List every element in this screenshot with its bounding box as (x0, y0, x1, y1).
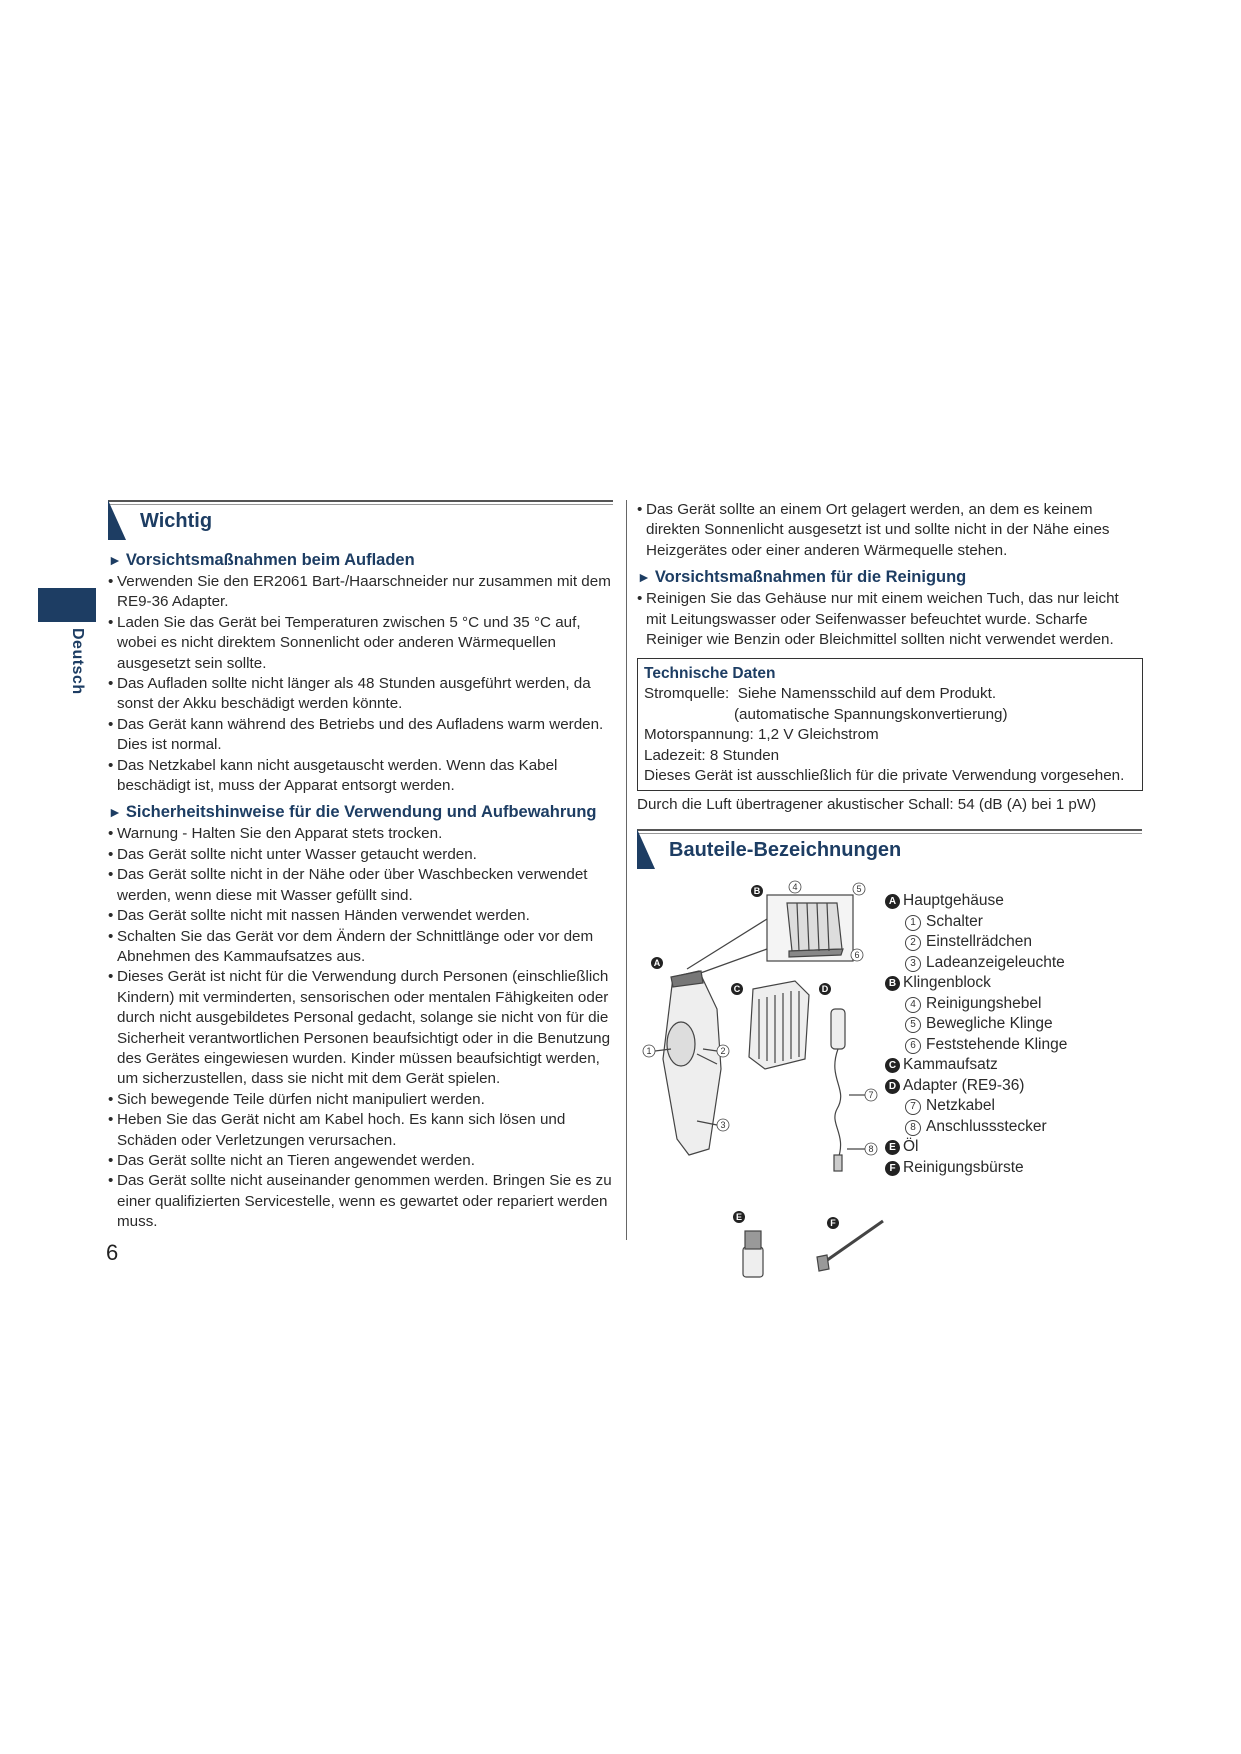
parts-list (885, 891, 1145, 1178)
specs-power: Stromquelle: Siehe Namensschild auf dem Produkt. (644, 685, 997, 703)
section-title: Bauteile-Bezeichnungen (669, 839, 902, 862)
column-divider (626, 500, 627, 1240)
diagram-num-3: 3 (720, 1120, 726, 1131)
list-item: • Laden Sie das Gerät bei Temperaturen zwischen 5 °C und 35 °C auf, wobei es nicht direktem Sonnenlicht oder anderen Wärmequellen ausgesetzt sein sollte. (108, 613, 613, 674)
specs-motor: Motorspannung: 1,2 V Gleichstrom (644, 726, 879, 744)
specs-charge: Ladezeit: 8 Stunden (644, 746, 780, 764)
list-item: • Das Gerät sollte nicht auseinander genommen werden. Bringen Sie es zu einer qualifizierten Servicestelle, wenn es gewartet oder repariert werden muss. (108, 1171, 613, 1232)
diagram-num-8: 8 (868, 1144, 874, 1155)
diagram-num-4: 4 (792, 882, 798, 893)
cleaning-list (637, 589, 1142, 650)
list-item: • Das Gerät kann während des Betriebs und des Aufladens warm werden. Dies ist normal. (108, 715, 613, 756)
section-header-wichtig (108, 500, 613, 544)
diagram-label-d: D (821, 984, 829, 995)
diagram-label-f: F (830, 1218, 836, 1229)
charging-list (108, 572, 613, 796)
page-number: 6 (106, 1240, 119, 1265)
charging-heading: ► Vorsichtsmaßnahmen beim Aufladen (108, 551, 415, 569)
specs-usage: Dieses Gerät ist ausschließlich für die private Verwendung vorgesehen. (644, 767, 1125, 785)
part-b: B Klingenblock (885, 973, 1145, 994)
list-item: • Warnung - Halten Sie den Apparat stets trocken. (108, 824, 613, 844)
part-a-2: 2 Einstellrädchen (885, 932, 1145, 953)
part-d-7: 7 Netzkabel (885, 1096, 1145, 1117)
language-tab-marker (38, 588, 96, 622)
part-d: D Adapter (RE9-36) (885, 1076, 1145, 1097)
part-e: E Öl (885, 1137, 1145, 1158)
noise-spec: Durch die Luft übertragener akustischer Schall: 54 (dB (A) bei 1 pW) (637, 796, 1097, 814)
part-f: F Reinigungsbürste (885, 1158, 1145, 1179)
diagram-label-b: B (753, 886, 761, 897)
diagram-num-6: 6 (854, 950, 860, 961)
safety-heading: ► Sicherheitshinweise für die Verwendung und Aufbewahrung (108, 803, 597, 822)
left-column (108, 500, 613, 1233)
list-item: • Das Netzkabel kann nicht ausgetauscht werden. Wenn das Kabel beschädigt ist, muss der Apparat entsorgt werden. (108, 756, 613, 797)
arrow-right-icon: ► (108, 552, 122, 568)
list-item: • Das Aufladen sollte nicht länger als 48 Stunden ausgeführt werden, da sonst der Akku beschädigt werden könnte. (108, 674, 613, 715)
right-column (637, 500, 1142, 1249)
section-marker-icon (108, 500, 126, 540)
specs-power-note: (automatische Spannungskonvertierung) (734, 705, 1008, 723)
specs-title: Technische Daten (644, 665, 776, 683)
main-body-drawing (663, 971, 721, 1155)
oil-bottle-drawing (743, 1247, 763, 1277)
arrow-right-icon: ► (637, 569, 651, 586)
storage-list (637, 500, 1142, 561)
diagram-label-c: C (733, 984, 741, 995)
diagram-num-5: 5 (856, 884, 862, 895)
part-b-6: 6 Feststehende Klinge (885, 1035, 1145, 1056)
adapter-drawing (831, 1009, 845, 1049)
part-b-4: 4 Reinigungshebel (885, 994, 1145, 1015)
diagram-num-1: 1 (646, 1046, 652, 1057)
comb-drawing (749, 981, 809, 1069)
list-item: • Heben Sie das Gerät nicht am Kabel hoch. Es kann sich lösen und Schäden oder Verletzungen verursachen. (108, 1110, 613, 1151)
list-item: • Verwenden Sie den ER2061 Bart-/Haarschneider nur zusammen mit dem RE9-36 Adapter. (108, 572, 613, 613)
list-item: • Schalten Sie das Gerät vor dem Ändern der Schnittlänge oder vor dem Abnehmen des Kammaufsatzes aus. (108, 927, 613, 968)
list-item: • Das Gerät sollte nicht mit nassen Händen verwendet werden. (108, 906, 613, 926)
part-a: A Hauptgehäuse (885, 891, 1145, 912)
list-item: • Das Gerät sollte nicht unter Wasser getaucht werden. (108, 845, 613, 865)
part-a-1: 1 Schalter (885, 912, 1145, 933)
language-label: Deutsch (69, 628, 86, 695)
list-item: • Das Gerät sollte nicht in der Nähe oder über Waschbecken verwendet werden, wenn diese mit Wasser gefüllt sind. (108, 865, 613, 906)
safety-list (108, 824, 613, 1232)
list-item: • Dieses Gerät ist nicht für die Verwendung durch Personen (einschließlich Kindern) mit verminderten, sensorischen oder mentalen Fähigkeiten oder durch nicht ausgebildetes Personal gedacht, solange sie nicht von für die Sicherheit verantwortlichen Personen beaufsichtigt oder in die Benutzung des Gerätes eingewiesen wurden. Kinder müssen beaufsichtigt werden, um sicherzustellen, dass sie nicht mit dem Gerät spielen. (108, 967, 613, 1089)
parts-section (637, 829, 1142, 1249)
diagram-num-7: 7 (868, 1090, 874, 1101)
part-d-8: 8 Anschlussstecker (885, 1117, 1145, 1138)
list-item: • Sich bewegende Teile dürfen nicht manipuliert werden. (108, 1090, 613, 1110)
diagram-label-e: E (735, 1212, 743, 1223)
part-c: C Kammaufsatz (885, 1055, 1145, 1076)
list-item: • Reinigen Sie das Gehäuse nur mit einem weichen Tuch, das nur leicht mit Leitungswasser oder Seifenwasser befeuchtet wurde. Scharfe Reiniger wie Benzin oder Bleichmittel sollten nicht verwendet werden. (637, 589, 1142, 650)
diagram-label-a: A (653, 958, 661, 969)
arrow-right-icon: ► (108, 804, 122, 821)
section-title: Wichtig (140, 510, 213, 532)
parts-diagram (637, 859, 897, 1279)
list-item: • Das Gerät sollte nicht an Tieren angewendet werden. (108, 1151, 613, 1171)
list-item: • Das Gerät sollte an einem Ort gelagert werden, an dem es keinem direkten Sonnenlicht ausgesetzt ist und sollte nicht in der Nähe eines Heizgerätes oder einer anderen Wärmequelle stehen. (637, 500, 1142, 561)
cleaning-heading: ► Vorsichtsmaßnahmen für die Reinigung (637, 568, 967, 587)
specs-box (637, 658, 1143, 791)
part-a-3: 3 Ladeanzeigeleuchte (885, 953, 1145, 974)
diagram-num-2: 2 (720, 1046, 726, 1057)
part-b-5: 5 Bewegliche Klinge (885, 1014, 1145, 1035)
